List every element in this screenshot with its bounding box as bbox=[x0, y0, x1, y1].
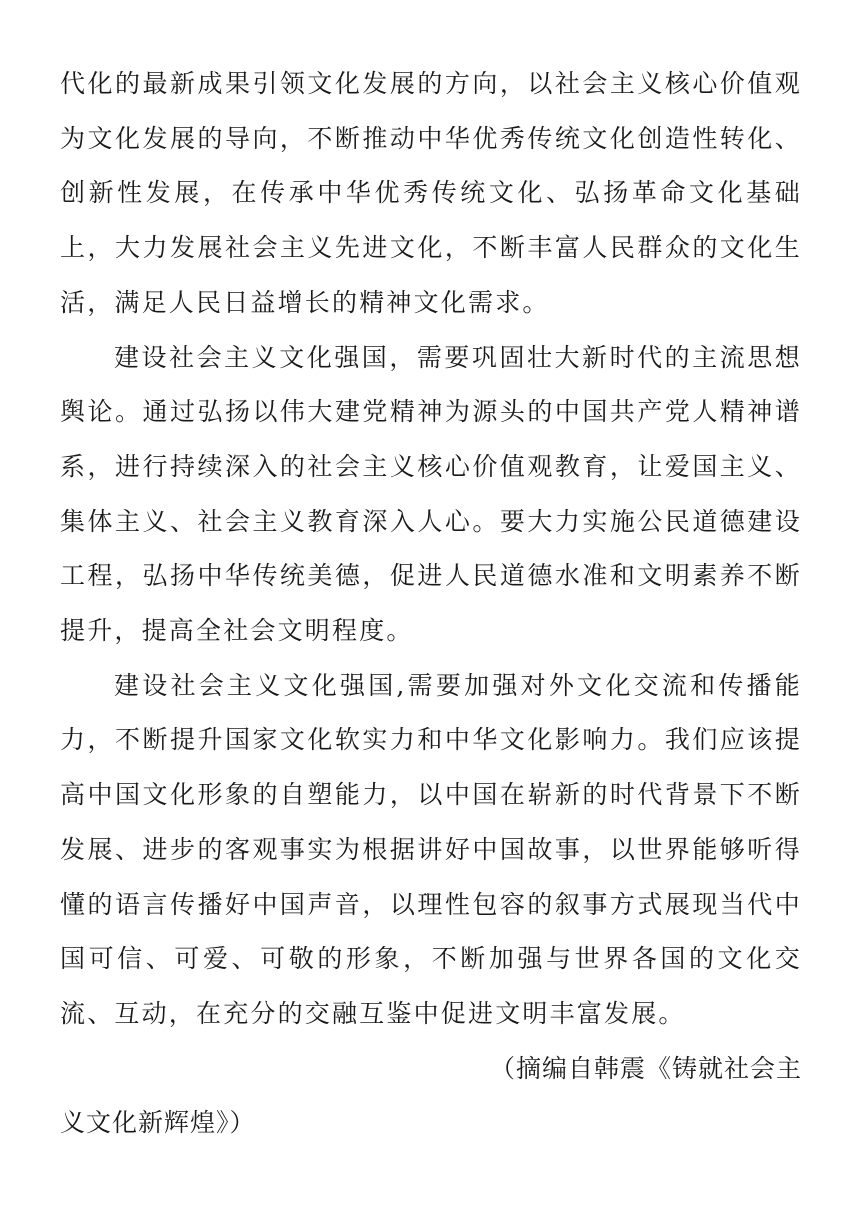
paragraph-2: 建设社会主义文化强国，需要巩固壮大新时代的主流思想舆论。通过弘扬以伟大建党精神为源头的中国共产党人精神谱系，进行持续深入的社会主义核心价值观教育，让爱国主义、集体主义、社会主义教育深入人心。要大力实施公民道德建设工程，弘扬中华传统美德，促进人民道德水准和文明素养不断提升，提高全社会文明程度。 bbox=[60, 342, 802, 646]
source-citation-line-2: 义文化新辉煌》） bbox=[60, 1108, 256, 1138]
source-citation-line-1: （摘编自韩震《铸就社会主 bbox=[489, 1053, 802, 1083]
paragraph-3: 建设社会主义文化强国,需要加强对外文化交流和传播能力，不断提升国家文化软实力和中华文化影响力。我们应该提高中国文化形象的自塑能力，以中国在崭新的时代背景下不断发展、进步的客观事实为根据讲好中国故事，以世界能够听得懂的语言传播好中国声音，以理性包容的叙事方式展现当代中国可信、可爱、可敬的形象，不断加强与世界各国的文化交流、互动，在充分的交融互鉴中促进文明丰富发展。 bbox=[60, 670, 802, 1028]
document-page bbox=[60, 57, 802, 1151]
paragraph-1: 代化的最新成果引领文化发展的方向，以社会主义核心价值观为文化发展的导向，不断推动中华优秀传统文化创造性转化、创新性发展，在传承中华优秀传统文化、弘扬革命文化基础上，大力发展社会主义先进文化，不断丰富人民群众的文化生活，满足人民日益增长的精神文化需求。 bbox=[60, 69, 802, 317]
